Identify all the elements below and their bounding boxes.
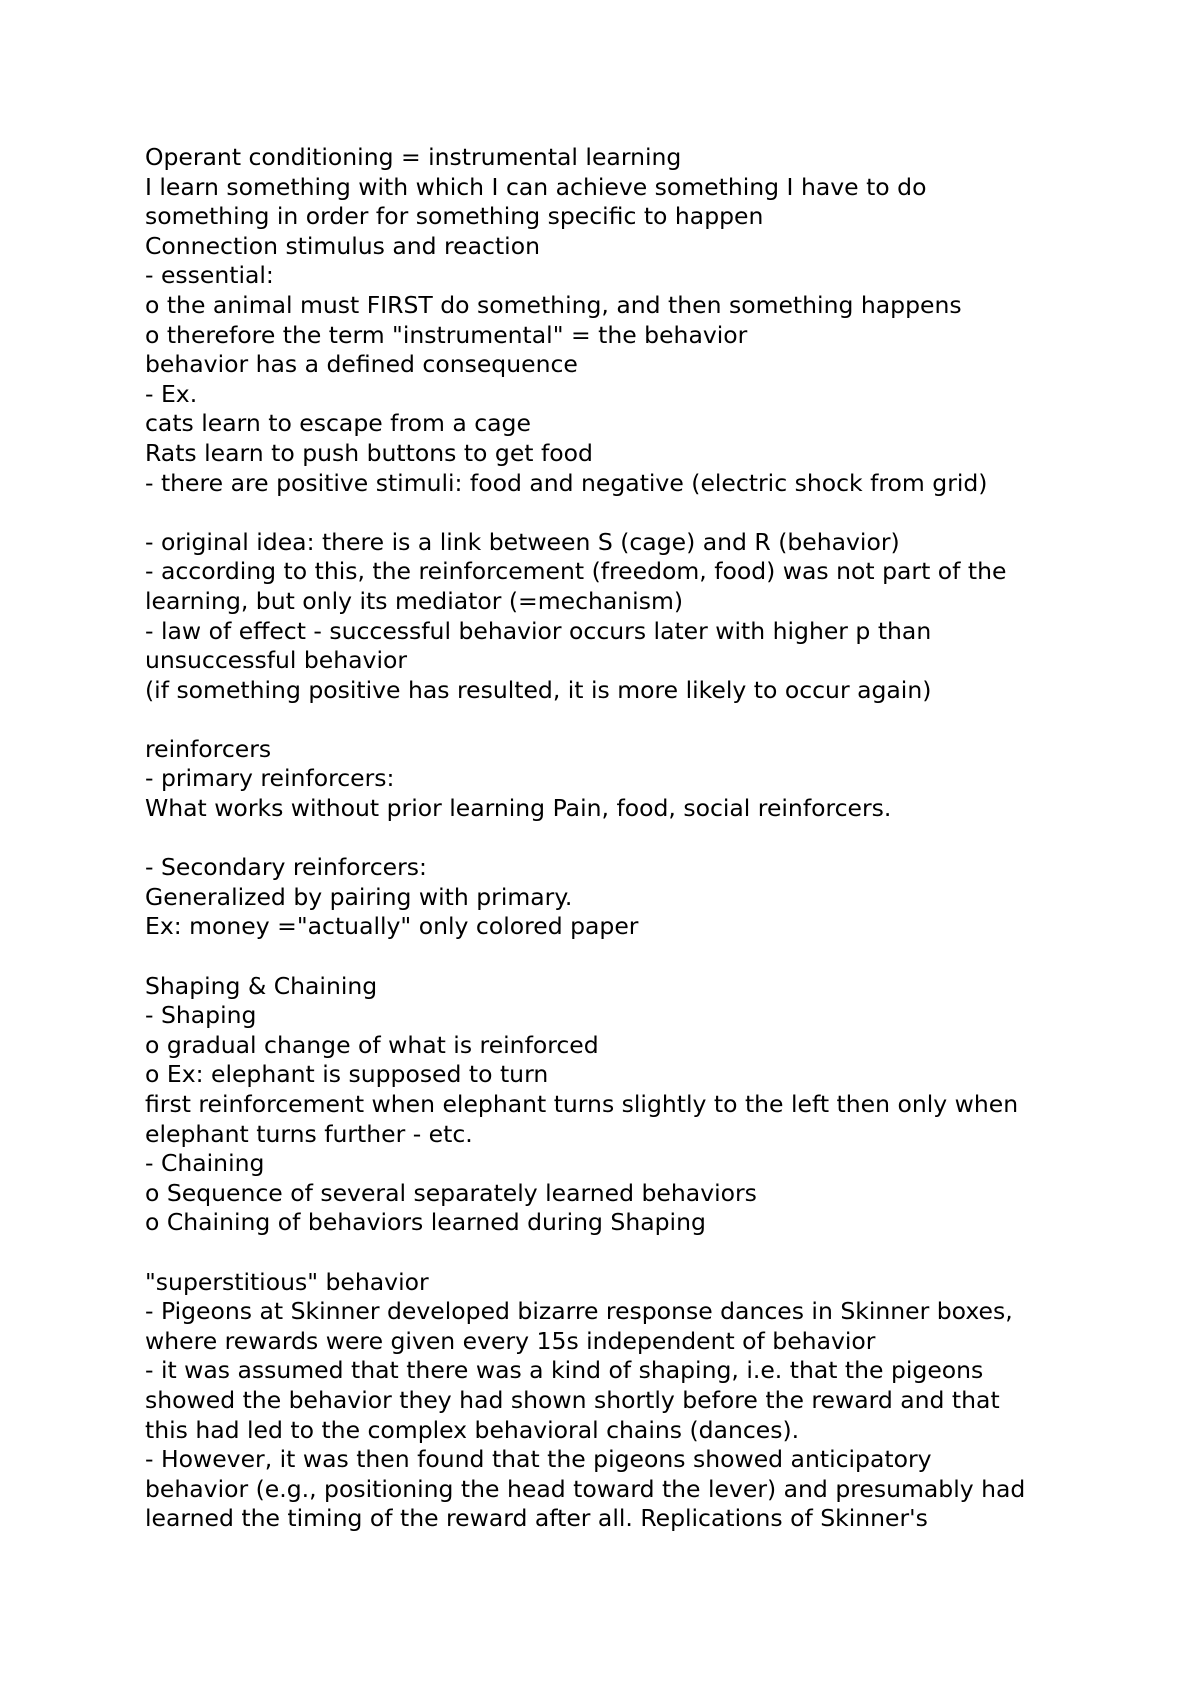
blank-line — [145, 705, 1155, 735]
text-line: o Sequence of several separately learned behaviors — [145, 1178, 757, 1207]
text-line: - Shaping — [145, 1001, 257, 1030]
text-line: - it was assumed that there was a kind of shaping, i.e. that the pigeons — [145, 1356, 984, 1385]
text-line: - Chaining — [145, 1149, 265, 1178]
text-line: o Chaining of behaviors learned during Shaping — [145, 1208, 706, 1237]
text-line: - primary reinforcers: — [145, 764, 395, 793]
text-line: elephant turns further - etc. — [145, 1119, 473, 1148]
text-line: Rats learn to push buttons to get food — [145, 438, 593, 467]
text-line: - Secondary reinforcers: — [145, 853, 427, 882]
text-line: cats learn to escape from a cage — [145, 409, 531, 438]
text-line: learning, but only its mediator (=mechanism) — [145, 586, 684, 615]
text-line: o gradual change of what is reinforced — [145, 1030, 599, 1059]
text-line: Connection stimulus and reaction — [145, 231, 540, 260]
text-line: unsuccessful behavior — [145, 646, 408, 675]
text-line: Ex: money ="actually" only colored paper — [145, 912, 639, 941]
text-line: reinforcers — [145, 734, 272, 763]
text-line: I learn something with which I can achieve something I have to do — [145, 172, 927, 201]
text-line: o therefore the term "instrumental" = the behavior — [145, 320, 748, 349]
blank-line — [145, 824, 1155, 854]
text-line: "superstitious" behavior — [145, 1267, 429, 1296]
text-line: behavior (e.g., positioning the head toward the lever) and presumably had — [145, 1474, 1026, 1503]
text-line: - essential: — [145, 261, 274, 290]
blank-line — [145, 942, 1155, 972]
text-line: - Pigeons at Skinner developed bizarre response dances in Skinner boxes, — [145, 1297, 1013, 1326]
text-line: - according to this, the reinforcement (freedom, food) was not part of the — [145, 557, 1007, 586]
text-line: o the animal must FIRST do something, and then something happens — [145, 290, 962, 319]
text-line: - law of effect - successful behavior occurs later with higher p than — [145, 616, 932, 645]
text-line: where rewards were given every 15s independent of behavior — [145, 1326, 876, 1355]
text-line: o Ex: elephant is supposed to turn — [145, 1060, 549, 1089]
text-line: this had led to the complex behavioral chains (dances). — [145, 1415, 800, 1444]
text-line: - However, it was then found that the pigeons showed anticipatory — [145, 1445, 932, 1474]
text-line: - there are positive stimuli: food and negative (electric shock from grid) — [145, 468, 988, 497]
text-line: (if something positive has resulted, it is more likely to occur again) — [145, 675, 932, 704]
blank-line — [145, 1238, 1155, 1268]
document-body — [145, 143, 1155, 1534]
text-line: - original idea: there is a link between S (cage) and R (behavior) — [145, 527, 900, 556]
text-line: Shaping & Chaining — [145, 971, 378, 1000]
text-line: Operant conditioning = instrumental learning — [145, 143, 682, 171]
text-line: showed the behavior they had shown shortly before the reward and that — [145, 1385, 1000, 1414]
text-line: something in order for something specific to happen — [145, 202, 764, 231]
text-line: behavior has a defined consequence — [145, 350, 578, 379]
text-line: learned the timing of the reward after all. Replications of Skinner's — [145, 1504, 928, 1533]
text-line: Generalized by pairing with primary. — [145, 882, 573, 911]
blank-line — [145, 498, 1155, 528]
text-line: What works without prior learning Pain, food, social reinforcers. — [145, 794, 892, 823]
text-line: first reinforcement when elephant turns slightly to the left then only when — [145, 1090, 1019, 1118]
text-line: - Ex. — [145, 379, 198, 408]
